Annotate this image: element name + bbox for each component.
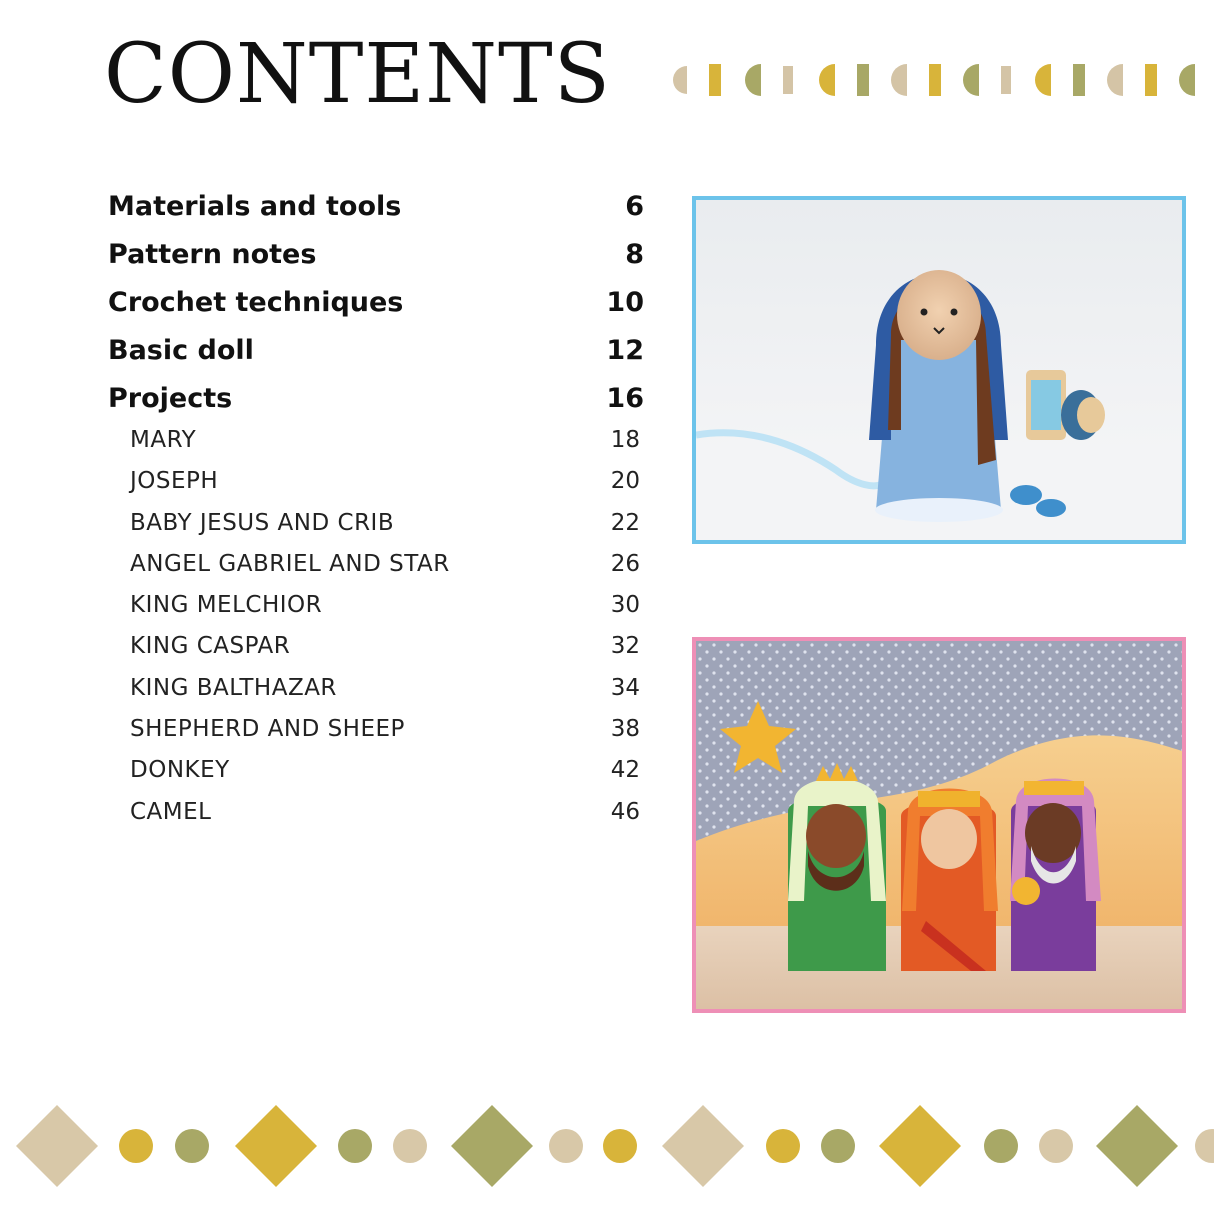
decorative-border-top: [655, 40, 1214, 130]
table-of-contents: [108, 185, 648, 838]
toc-subentry-label: JOSEPH: [130, 468, 219, 495]
toc-subentry[interactable]: [108, 714, 648, 755]
photo-mary-doll: [692, 196, 1186, 544]
toc-entry[interactable]: [108, 185, 648, 233]
toc-subentry-page: 22: [610, 509, 640, 536]
toc-subentry-label: BABY JESUS AND CRIB: [130, 509, 395, 536]
toc-entry[interactable]: [108, 233, 648, 281]
photo-three-kings: [692, 637, 1186, 1013]
toc-entry-page: 10: [606, 287, 644, 318]
page-title: CONTENTS: [104, 27, 611, 122]
toc-subentry-label: KING CASPAR: [130, 633, 291, 660]
toc-entry-label: Pattern notes: [108, 239, 317, 270]
toc-entry[interactable]: [108, 329, 648, 377]
toc-entry[interactable]: [108, 377, 648, 425]
toc-entry-page: 8: [625, 239, 644, 270]
toc-subentry[interactable]: [108, 466, 648, 507]
toc-subentry[interactable]: [108, 508, 648, 549]
toc-subentry[interactable]: [108, 755, 648, 796]
toc-subentry-label: CAMEL: [130, 798, 212, 825]
toc-subentry-page: 30: [610, 592, 640, 619]
toc-entry-page: 16: [606, 383, 644, 414]
toc-subentry[interactable]: [108, 673, 648, 714]
toc-entry-label: Basic doll: [108, 335, 254, 366]
toc-entry-label: Crochet techniques: [108, 287, 404, 318]
toc-subentry[interactable]: [108, 549, 648, 590]
toc-subentry-label: DONKEY: [130, 757, 230, 784]
toc-subentry-page: 46: [610, 798, 640, 825]
toc-subentry-label: SHEPHERD AND SHEEP: [130, 716, 405, 743]
toc-subentry-page: 34: [610, 674, 640, 701]
toc-subentry-page: 18: [610, 427, 640, 453]
toc-entry-page: 12: [606, 335, 644, 366]
toc-subentry-label: KING MELCHIOR: [130, 592, 323, 619]
toc-subentry[interactable]: [108, 425, 648, 466]
decorative-border-bottom: [0, 1090, 1214, 1200]
toc-entry-label: Materials and tools: [108, 191, 402, 222]
toc-subentry[interactable]: [108, 797, 648, 838]
toc-subentry-page: 42: [610, 757, 640, 784]
toc-subentry-label: KING BALTHAZAR: [130, 674, 337, 701]
toc-subentry[interactable]: [108, 590, 648, 631]
toc-subentry-page: 38: [610, 716, 640, 743]
toc-subentry-label: ANGEL GABRIEL AND STAR: [130, 550, 450, 577]
toc-entry-page: 6: [625, 191, 644, 222]
toc-subentry-label: MARY: [130, 427, 197, 453]
toc-subentry-page: 26: [610, 550, 640, 577]
toc-entry-label: Projects: [108, 383, 233, 414]
toc-subentry-page: 32: [610, 633, 640, 660]
toc-entry[interactable]: [108, 281, 648, 329]
toc-subentry[interactable]: [108, 631, 648, 672]
toc-subentry-page: 20: [610, 468, 640, 495]
